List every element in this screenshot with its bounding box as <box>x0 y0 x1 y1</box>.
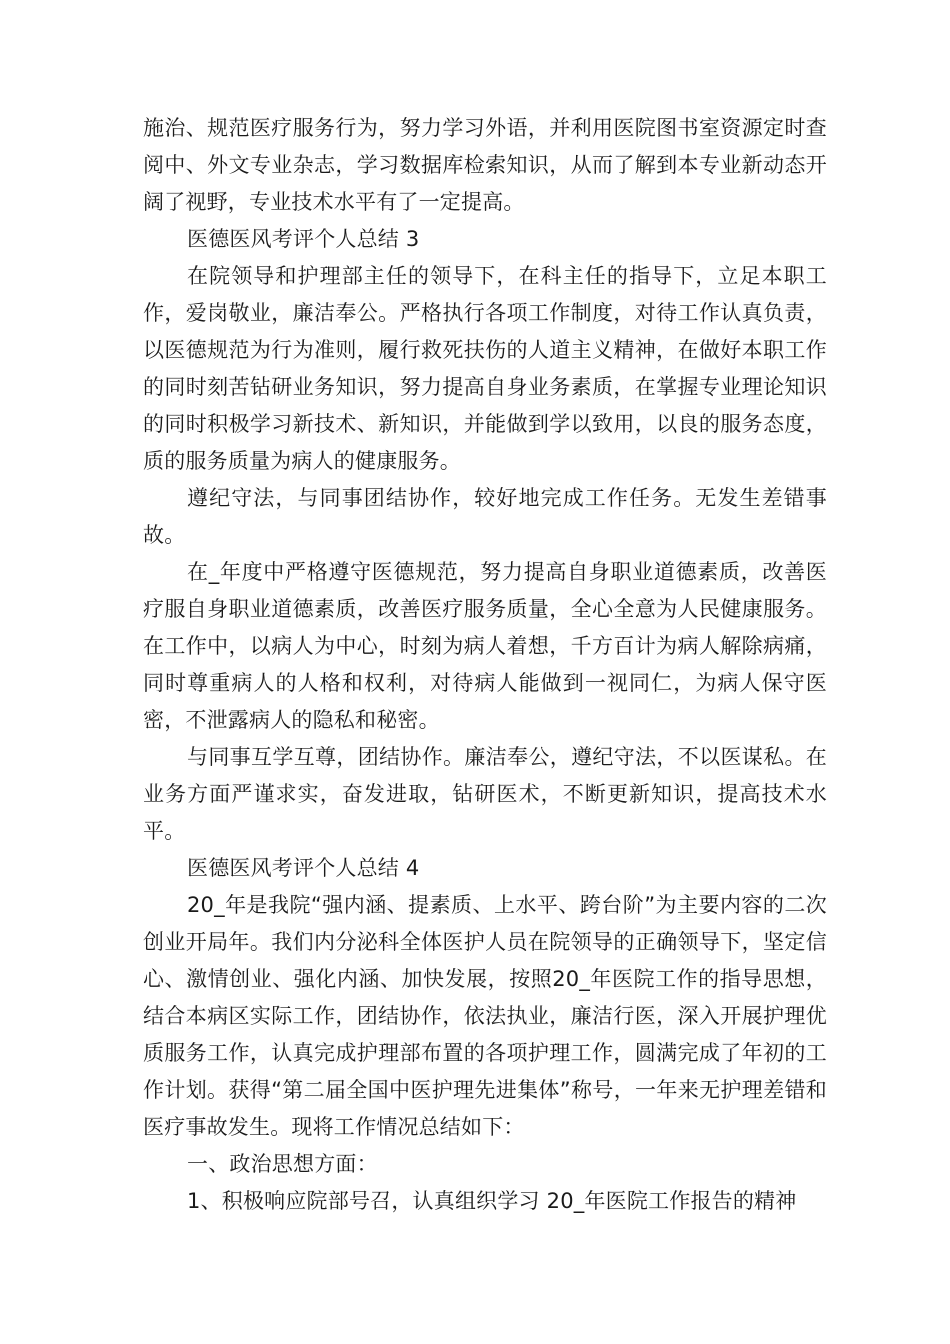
paragraph-continuation: 施治、规范医疗服务行为，努力学习外语，并利用医院图书室资源定时查阅中、外文专业杂志，学习数据库检索知识，从而了解到本专业新动态开阔了视野，专业技术水平有了一定提高。 <box>143 116 827 214</box>
section-heading-3: 医德医风考评个人总结 3 <box>187 227 420 251</box>
paragraph: 20_年是我院“强内涵、提素质、上水平、跨台阶”为主要内容的二次创业开局年。我们内分泌科全体医护人员在院领导的正确领导下，坚定信心、激情创业、强化内涵、加快发展，按照20_年医院工作的指导思想，结合本病区实际工作，团结协作，依法执业，廉洁行医，深入开展护理优质服务工作，认真完成护理部布置的各项护理工作，圆满完成了年初的工作计划。获得“第二届全国中医护理先进集体”称号，一年来无护理差错和医疗事故发生。现将工作情况总结如下： <box>143 893 827 1139</box>
paragraph: 在_年度中严格遵守医德规范，努力提高自身职业道德素质，改善医疗服自身职业道德素质，改善医疗服务质量，全心全意为人民健康服务。在工作中，以病人为中心，时刻为病人着想，千方百计为病人解除病痛，同时尊重病人的人格和权利，对待病人能做到一视同仁，为病人保守医密，不泄露病人的隐私和秘密。 <box>143 560 827 732</box>
paragraph: 与同事互学互尊，团结协作。廉洁奉公，遵纪守法，不以医谋私。在业务方面严谨求实，奋发进取，钻研医术，不断更新知识，提高技术水平。 <box>143 745 827 843</box>
paragraph: 在院领导和护理部主任的领导下，在科主任的指导下，立足本职工作，爱岗敬业，廉洁奉公。严格执行各项工作制度，对待工作认真负责，以医德规范为行为准则，履行救死扶伤的人道主义精神，在做好本职工作的同时刻苦钻研业务知识，努力提高自身业务素质，在掌握专业理论知识的同时积极学习新技术、新知识，并能做到学以致用，以良的服务态度，质的服务质量为病人的健康服务。 <box>143 264 827 473</box>
section-heading-4: 医德医风考评个人总结 4 <box>187 856 420 880</box>
paragraph: 遵纪守法，与同事团结协作，较好地完成工作任务。无发生差错事故。 <box>143 486 827 547</box>
list-item: 1、积极响应院部号召，认真组织学习 20_年医院工作报告的精神 <box>187 1189 797 1213</box>
subsection-heading: 一、政治思想方面： <box>187 1152 378 1176</box>
document-body <box>143 110 827 1220</box>
